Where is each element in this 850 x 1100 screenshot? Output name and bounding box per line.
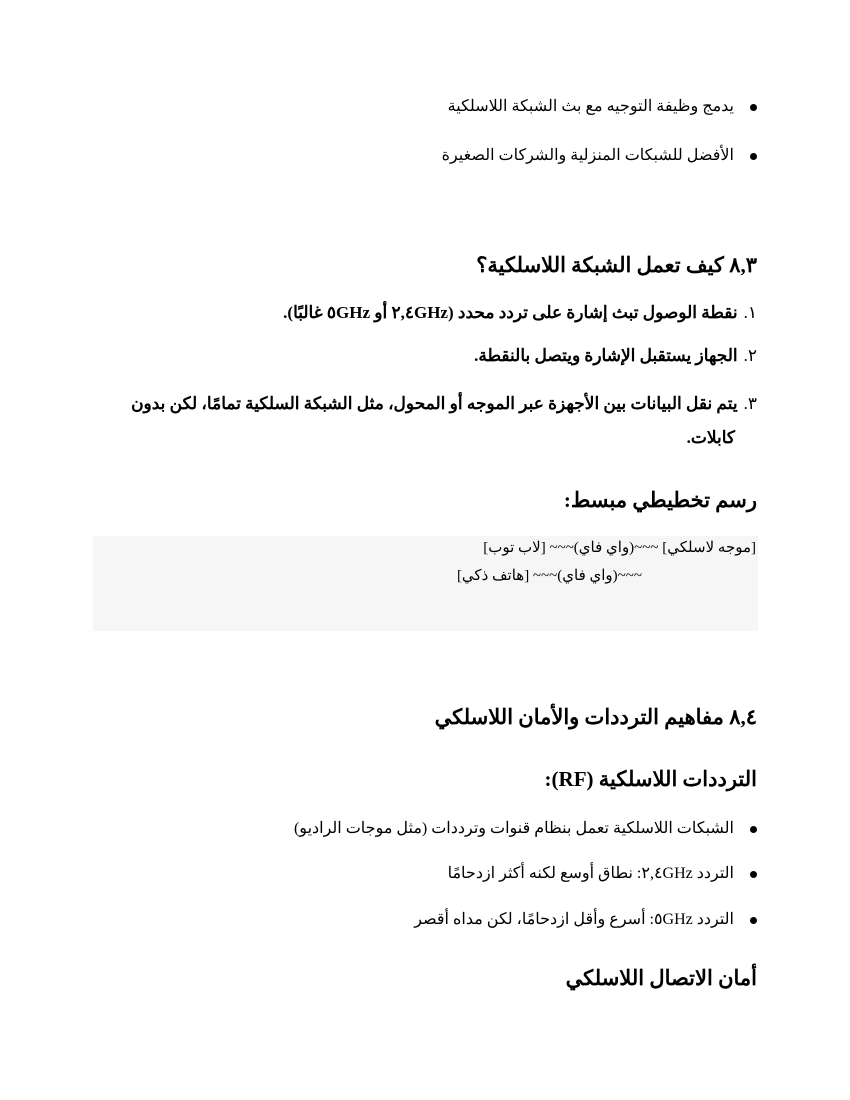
list-item: يدمج وظيفة التوجيه مع بث الشبكة اللاسلكية xyxy=(448,96,757,116)
bullet-icon xyxy=(750,153,757,160)
bullet-icon xyxy=(750,104,757,111)
list-item: الشبكات اللاسلكية تعمل بنظام قنوات وترددات (مثل موجات الراديو) xyxy=(294,818,757,838)
diagram-line: [موجه لاسلكي] ~~~(واي فاي)~~~ [لاب توب] xyxy=(483,540,756,556)
numbered-step: ٣.يتم نقل البيانات بين الأجهزة عبر الموجه أو المحول، مثل الشبكة السلكية تمامًا، لكن بدون xyxy=(131,394,757,413)
diagram-title: رسم تخطيطي مبسط: xyxy=(563,488,757,512)
section-heading: ٨,٣ كيف تعمل الشبكة اللاسلكية؟ xyxy=(476,253,757,277)
numbered-step: ١.نقطة الوصول تبث إشارة على تردد محدد (٢,٤GHz أو ٥GHz غالبًا). xyxy=(283,303,757,322)
bullet-icon xyxy=(750,917,757,924)
numbered-step-continuation: كابلات. xyxy=(686,428,735,447)
list-item: الأفضل للشبكات المنزلية والشركات الصغيرة xyxy=(442,145,757,165)
subsection-title: الترددات اللاسلكية (RF): xyxy=(544,767,757,791)
list-item: التردد ٥GHz: أسرع وأقل ازدحامًا، لكن مداه أقصر xyxy=(414,909,757,929)
subsection-title: أمان الاتصال اللاسلكي xyxy=(565,966,757,990)
diagram-block xyxy=(93,536,758,631)
section-heading: ٨,٤ مفاهيم الترددات والأمان اللاسلكي xyxy=(434,705,757,729)
numbered-step: ٢.الجهاز يستقبل الإشارة ويتصل بالنقطة. xyxy=(474,346,757,365)
bullet-icon xyxy=(750,826,757,833)
bullet-icon xyxy=(750,871,757,878)
diagram-line: ~~~(واي فاي)~~~ [هاتف ذكي] xyxy=(456,568,642,584)
list-item: التردد ٢,٤GHz: نطاق أوسع لكنه أكثر ازدحامًا xyxy=(448,863,757,883)
